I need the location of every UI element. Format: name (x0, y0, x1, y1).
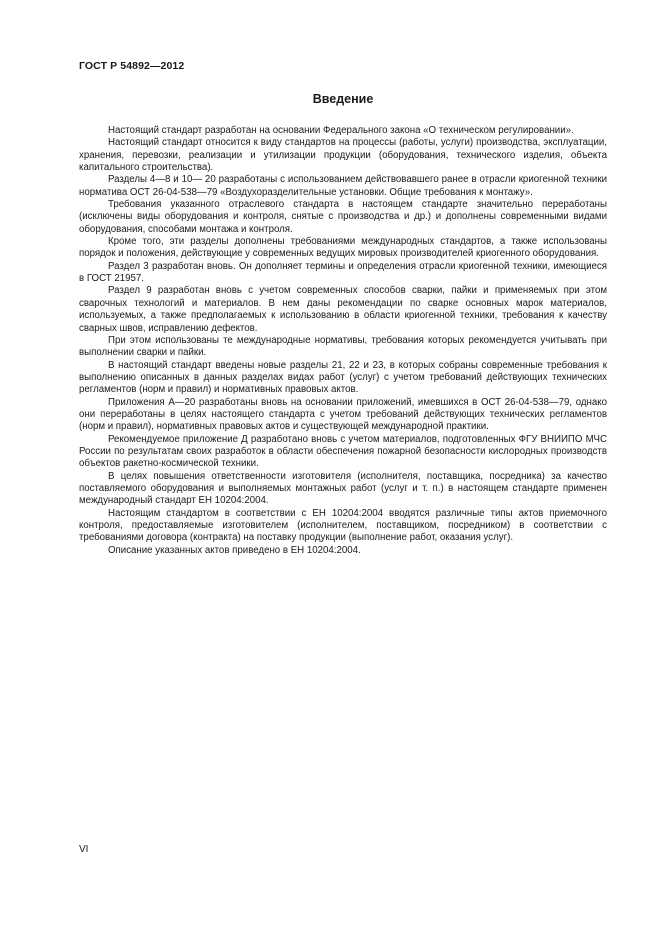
paragraph: Приложения А—20 разработаны вновь на основании приложений, имевшихся в ОСТ 26-04-538—79, однако они переработаны в целях настоящего стандарта с учетом требований действующих технических регламентов (норм и правил), нормативных правовых актов и существующей международной практики. (79, 396, 607, 433)
section-title: Введение (312, 92, 374, 106)
paragraph: Кроме того, эти разделы дополнены требованиями международных стандартов, а также использованы порядок и положения, действующие у современных ведущих мировых производителей криогенного оборудования. (79, 236, 607, 260)
paragraph: Раздел 9 разработан вновь с учетом современных способов сварки, пайки и применяемых при этом сварочных технологий и материалов. В нем даны рекомендации по сварке основных марок материалов, используемых, а также предполагаемых к использованию в области криогенной техники, требования к качеству сварных швов, исправлению дефектов. (79, 285, 607, 334)
page-number: VI (79, 844, 89, 855)
body-text (79, 125, 607, 557)
paragraph: Рекомендуемое приложение Д разработано вновь с учетом материалов, подготовленных ФГУ ВНИИПО МЧС России по результатам своих разработок в области обеспечения пожарной безопасности кислородных производств объектов ракетно-космической техники. (79, 433, 607, 470)
paragraph: При этом использованы те международные нормативы, требования которых рекомендуется учитывать при выполнении сварки и пайки. (79, 334, 607, 359)
paragraph: В настоящий стандарт введены новые разделы 21, 22 и 23, в которых собраны современные требования к выполнению описанных в данных разделах видах работ (услуг) с учетом требований действующих технических регламентов (норм и правил) и нормативных правовых актов. (79, 359, 607, 396)
paragraph: Настоящий стандарт разработан на основании Федерального закона «О техническом регулировании». (108, 125, 574, 136)
document-code-header: ГОСТ Р 54892—2012 (79, 60, 185, 72)
paragraph: Описание указанных актов приведено в ЕН 10204:2004. (108, 544, 361, 556)
paragraph: Разделы 4—8 и 10— 20 разработаны с использованием действовавшего ранее в отрасли криогенной техники норматива ОСТ 26-04-538—79 «Воздухоразделительные установки. Общие требования к монтажу». (79, 174, 607, 198)
paragraph: В целях повышения ответственности изготовителя (исполнителя, поставщика, посредника) за качество поставляемого оборудования и выполняемых монтажных работ (услуг и т. п.) в настоящем стандарте применен международный стандарт ЕН 10204:2004. (79, 470, 607, 507)
paragraph: Требования указанного отраслевого стандарта в настоящем стандарте значительно переработаны (исключены виды оборудования и контроля, снятые с производства и др.) и дополнены современными видами оборудования, способами монтажа и контроля. (79, 199, 607, 235)
paragraph: Настоящим стандартом в соответствии с ЕН 10204:2004 вводятся различные типы актов приемочного контроля, предоставляемые изготовителем (исполнителем, поставщиком, посредником) в соответствии с требованиями договора (контракта) на поставку продукции (выполнение работ, оказания услуг). (79, 507, 607, 544)
paragraph: Раздел 3 разработан вновь. Он дополняет термины и определения отрасли криогенной техники, имеющиеся в ГОСТ 21957. (79, 260, 607, 285)
paragraph: Настоящий стандарт относится к виду стандартов на процессы (работы, услуги) производства, эксплуатации, хранения, перевозки, реализации и утилизации продукции (оборудования, технического изделия, объекта капитального строительства). (79, 137, 607, 174)
